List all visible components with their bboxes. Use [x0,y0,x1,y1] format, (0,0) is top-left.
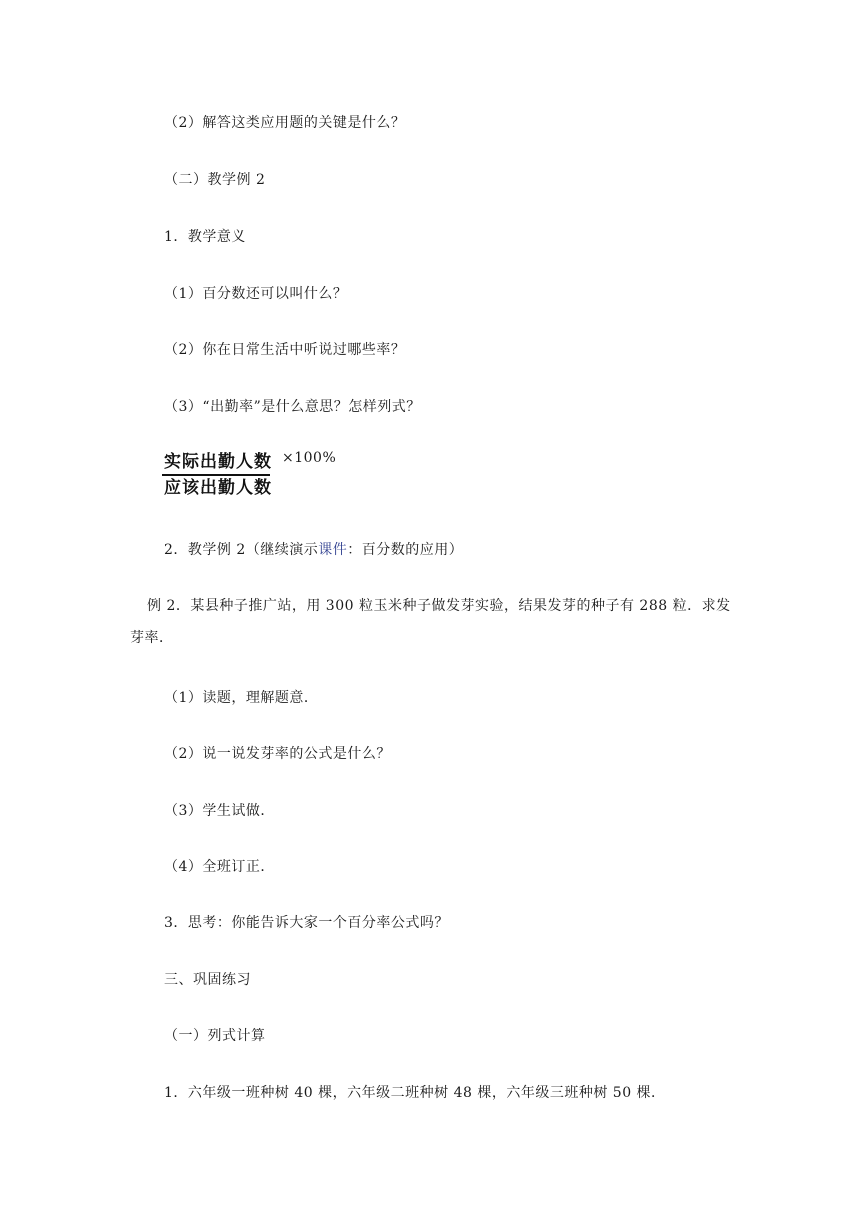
subheading-example-2-suffix: ：百分数的应用） [347,542,464,558]
section-heading-example-2: （二）教学例 2 [164,172,266,188]
question-key-of-problem: （2）解答这类应用题的关键是什么？ [164,115,406,131]
subheading-think: 3．思考：你能告诉大家一个百分率公式吗？ [164,915,449,931]
step-read-problem: （1）读题，理解题意． [164,690,319,706]
formula-multiplier: ×100% [282,450,337,466]
subheading-calculation: （一）列式计算 [164,1028,266,1044]
subheading-example-2-prefix: 2．教学例 2（继续演示 [164,542,319,558]
subheading-example-2 [164,540,463,560]
step-germination-formula: （2）说一说发芽率的公式是什么？ [164,746,391,762]
example-2-problem: 例 2．某县种子推广站，用 300 粒玉米种子做发芽实验，结果发芽的种子有 288 粒．求发芽率． [130,598,731,646]
formula-numerator: 实际出勤人数 [164,452,272,472]
exercise-1-text: 1．六年级一班种树 40 棵，六年级二班种树 48 棵，六年级三班种树 50 棵． [164,1085,666,1101]
formula-denominator: 应该出勤人数 [164,478,272,498]
section-heading-practice: 三、巩固练习 [164,972,251,988]
step-class-correction: （4）全班订正． [164,859,275,875]
subheading-teaching-meaning: 1．教学意义 [164,229,246,245]
step-students-try: （3）学生试做． [164,803,275,819]
question-daily-rates: （2）你在日常生活中听说过哪些率？ [164,342,406,358]
attendance-formula-fraction [162,452,274,498]
courseware-link[interactable]: 课件 [318,542,348,558]
question-other-name: （1）百分数还可以叫什么？ [164,286,348,302]
question-attendance-rate: （3）“出勤率”是什么意思？怎样列式？ [164,399,421,415]
